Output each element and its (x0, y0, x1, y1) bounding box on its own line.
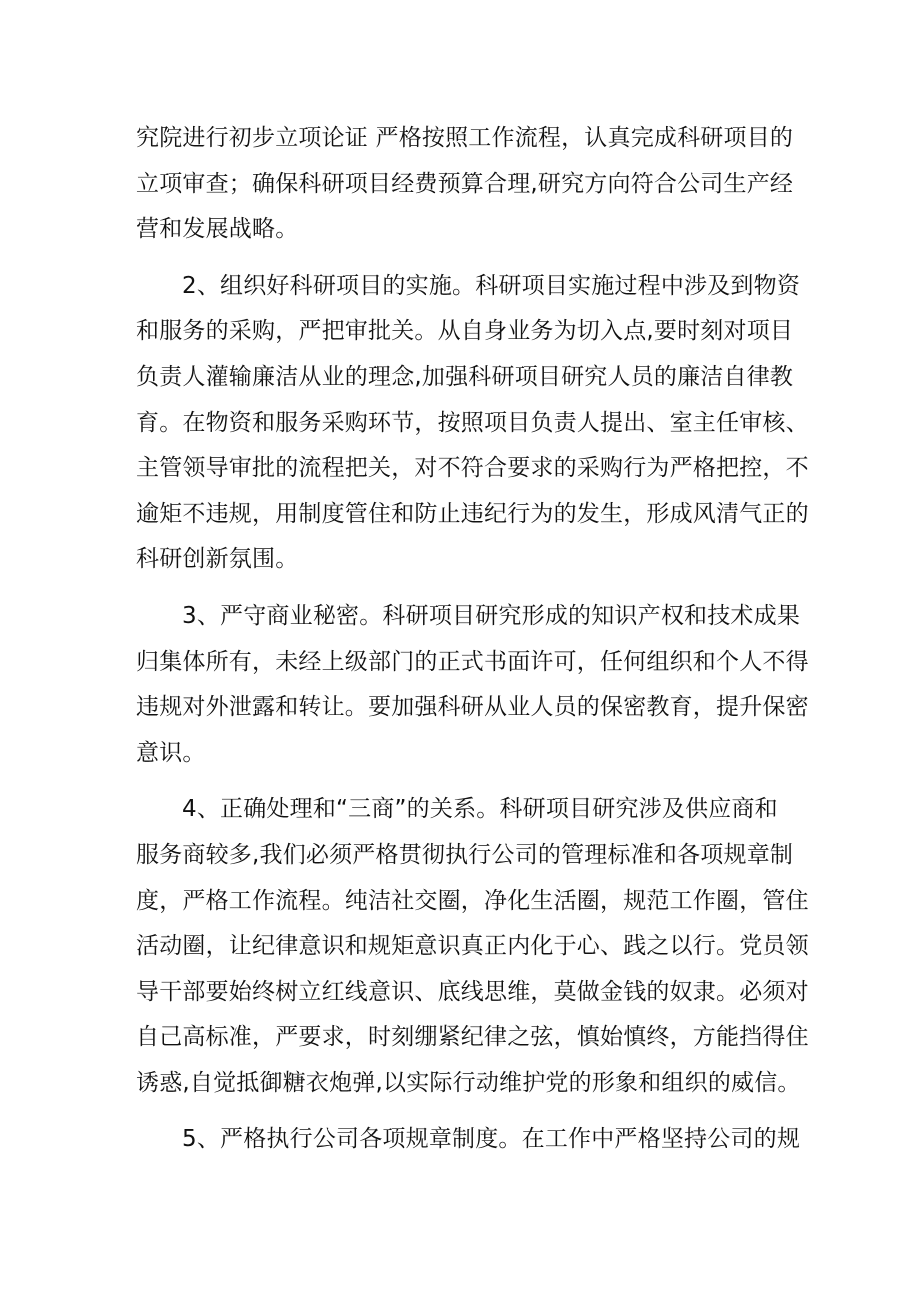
paragraph-2 (136, 264, 809, 583)
text-line: 科研创新氛围。 (136, 546, 299, 573)
text-line: 违规对外泄露和转让。要加强科研从业人员的保密教育，提升保密 (136, 694, 809, 721)
text-line: 究院进行初步立项论证 严格按照工作流程，认真完成科研项目的 (136, 125, 794, 151)
text-line: 育。在物资和服务采购环节，按照项目负责人提出、室主任审核、 (136, 409, 809, 436)
text-line: 2、组织好科研项目的实施。科研项目实施过程中涉及到物资 (182, 272, 801, 299)
text-line: 归集体所有，未经上级部门的正式书面许可，任何组织和个人不得 (136, 648, 809, 675)
paragraph-5 (136, 1117, 800, 1163)
text-line: 立项审查；确保科研项目经费预算合理,研究方向符合公司生产经 (136, 170, 794, 197)
text-line: 主管领导审批的流程把关，对不符合要求的采购行为严格把控，不 (136, 455, 809, 482)
text-line: 和服务的采购，严把审批关。从自身业务为切入点,要时刻对项目 (136, 318, 794, 345)
text-line: 营和发展战略。 (136, 216, 299, 243)
text-line: 4、正确处理和“三商”的关系。科研项目研究涉及供应商和 (182, 796, 778, 823)
text-line: 5、严格执行公司各项规章制度。在工作中严格坚持公司的规 (182, 1126, 801, 1153)
paragraph-4 (136, 787, 809, 1106)
text-line: 逾矩不违规，用制度管住和防止违纪行为的发生，形成风清气正的 (136, 500, 809, 527)
text-line: 服务商较多,我们必须严格贯彻执行公司的管理标准和各项规章制 (136, 841, 794, 868)
text-line: 负责人灌输廉洁从业的理念,加强科研项目研究人员的廉洁自律教 (136, 363, 794, 390)
text-line: 3、严守商业秘密。科研项目研究形成的知识产权和技术成果 (182, 602, 801, 629)
text-line: 诱惑,自觉抵御糖衣炮弹,以实际行动维护党的形象和组织的威信。 (136, 1069, 801, 1096)
paragraph-3 (136, 594, 809, 776)
text-line: 导干部要始终树立红线意识、底线思维，莫做金钱的奴隶。必须对 (136, 978, 809, 1005)
text-line: 自己高标准，严要求，时刻绷紧纪律之弦，慎始慎终，方能挡得住 (136, 1024, 809, 1051)
text-line: 意识。 (136, 739, 206, 766)
text-line: 活动圈，让纪律意识和规矩意识真正内化于心、践之以行。党员领 (136, 933, 809, 960)
document-body (136, 116, 809, 1163)
text-line: 度，严格工作流程。纯洁社交圈，净化生活圈，规范工作圈，管住 (136, 887, 809, 914)
paragraph-continued (136, 116, 800, 253)
